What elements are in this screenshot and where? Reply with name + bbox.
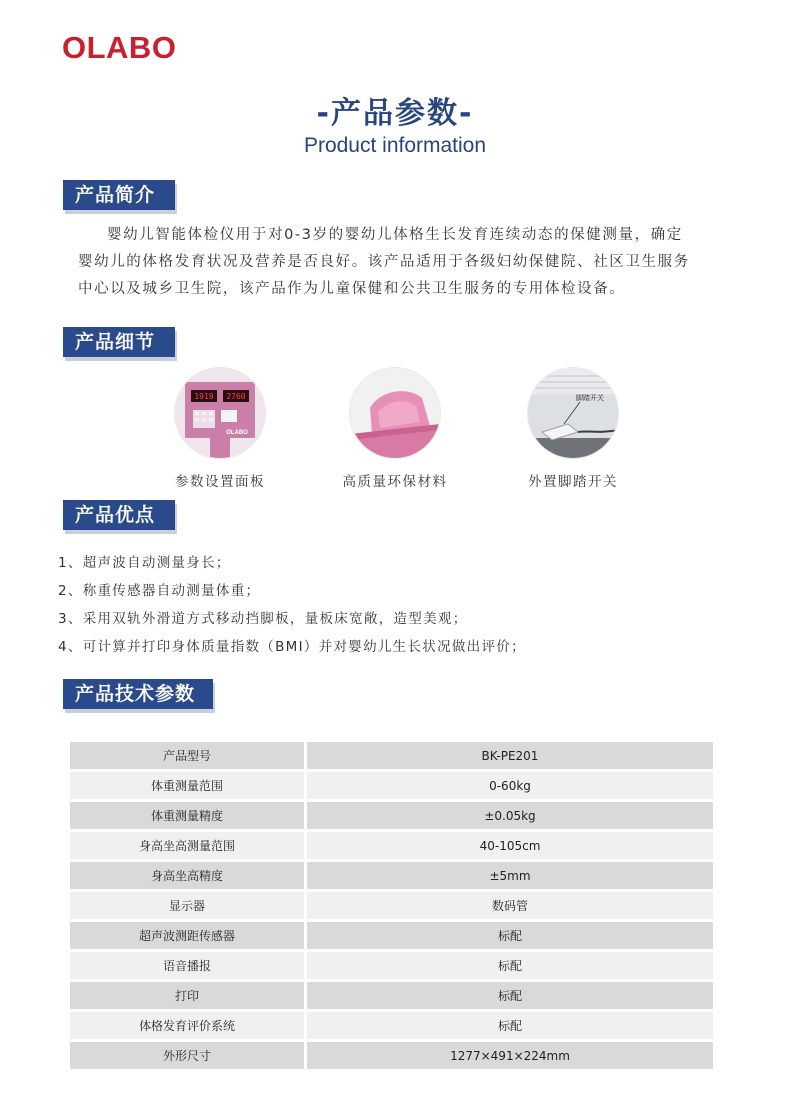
spec-value: BK-PE201 [307,742,713,769]
table-row [70,1012,713,1039]
list-item: 4、可计算并打印身体质量指数（BMI）并对婴幼儿生长状况做出评价； [58,639,526,655]
spec-value: 标配 [307,952,713,979]
feature-control-panel [130,368,310,490]
pink-material-image [350,368,440,458]
table-row [70,772,713,799]
table-row [70,832,713,859]
feature-material [305,368,485,490]
olabo-logo: OLABO [62,30,177,65]
spec-value: 数码管 [307,892,713,919]
page-subtitle: Product information [303,134,487,157]
spec-key: 超声波测距传感器 [70,922,304,949]
spec-key: 身高坐高精度 [70,862,304,889]
page-title: -产品参数- [316,96,474,131]
section-header-label: 产品简介 [75,184,156,206]
panel-brand-text: OLABO [226,430,248,436]
table-row [70,982,713,1009]
spec-key: 显示器 [70,892,304,919]
section-header-specs [63,679,213,709]
intro-line: 中心以及城乡卫生院，该产品作为儿童保健和公共卫生服务的专用体检设备。 [78,281,626,297]
spec-key: 体格发育评价系统 [70,1012,304,1039]
intro-line: 婴幼儿智能体检仪用于对0-3岁的婴幼儿体格生长发育连续动态的保健测量，确定 [107,227,683,243]
feature-label: 高质量环保材料 [342,474,448,490]
spec-value: 标配 [307,982,713,1009]
list-item: 3、采用双轨外滑道方式移动挡脚板，量板床宽敞，造型美观； [58,611,468,627]
spec-value: 1277×491×224mm [307,1042,713,1069]
display-left-value: 1919 [194,392,214,401]
list-item: 2、称重传感器自动测量体重； [58,583,261,599]
display-right-value: 2760 [226,392,246,401]
spec-value: 标配 [307,922,713,949]
intro-line: 婴幼儿的体格发育状况及营养是否良好。该产品适用于各级妇幼保健院、社区卫生服务 [78,254,690,270]
feature-label: 参数设置面板 [175,474,265,490]
control-panel-image [175,368,265,458]
spec-key: 打印 [70,982,304,1009]
spec-value: 0-60kg [307,772,713,799]
spec-key: 产品型号 [70,742,304,769]
feature-foot-switch [483,368,663,490]
spec-value: ±5mm [307,862,713,889]
intro-paragraph [78,222,718,303]
feature-label: 外置脚踏开关 [528,474,618,490]
table-row [70,862,713,889]
advantages-list [58,549,526,661]
spec-table [70,739,713,1072]
table-row [70,742,713,769]
table-row [70,922,713,949]
section-header-details [63,327,175,357]
foot-switch-image [528,368,618,458]
section-header-label: 产品优点 [75,504,156,526]
spec-key: 身高坐高测量范围 [70,832,304,859]
spec-key: 语音播报 [70,952,304,979]
spec-key: 体重测量精度 [70,802,304,829]
section-header-advantages [63,500,175,530]
section-header-label: 产品细节 [75,331,156,353]
spec-key: 体重测量范围 [70,772,304,799]
table-row [70,802,713,829]
table-row [70,952,713,979]
spec-value: 40-105cm [307,832,713,859]
list-item: 1、超声波自动测量身长； [58,555,231,571]
section-header-intro [63,180,175,210]
table-row [70,892,713,919]
spec-value: 标配 [307,1012,713,1039]
table-row [70,1042,713,1069]
section-header-label: 产品技术参数 [75,683,196,705]
foot-switch-callout: 脚踏开关 [576,394,604,402]
spec-value: ±0.05kg [307,802,713,829]
spec-key: 外形尺寸 [70,1042,304,1069]
